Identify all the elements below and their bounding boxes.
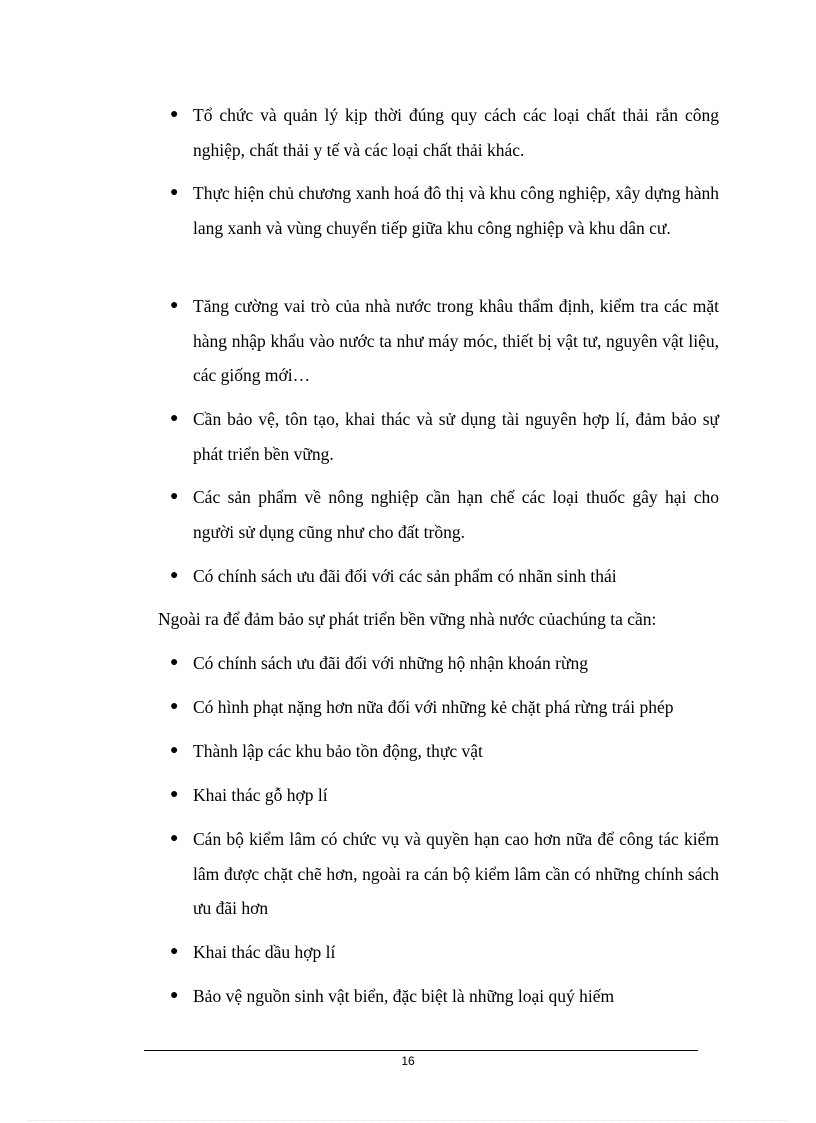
list-item-text: Có chính sách ưu đãi đối với các sản phẩm có nhãn sinh thái [193,566,617,586]
bullet-icon: ● [170,699,179,714]
list-item-text: Thực hiện chủ chương xanh hoá đô thị và khu công nghiệp, xây dựng hành lang xanh và vùng chuyển tiếp giữa khu công nghiệp và khu dân cư. [193,183,719,238]
page-bottom-border [28,1120,788,1121]
list-item-text: Có hình phạt nặng hơn nữa đối với những kẻ chặt phá rừng trái phép [193,697,674,717]
bullet-icon: ● [170,568,179,583]
list-item-text: Cần bảo vệ, tôn tạo, khai thác và sử dụng tài nguyên hợp lí, đảm bảo sự phát triển bền vững. [193,409,719,464]
footer-divider [144,1050,698,1051]
list-item [170,778,719,813]
list-item [170,822,719,926]
list-item-text: Có chính sách ưu đãi đối với những hộ nhận khoán rừng [193,653,588,673]
list-item-text: Khai thác gỗ hợp lí [193,785,328,805]
list-item [170,935,719,970]
list-item [170,690,719,725]
list-item [170,979,719,1014]
bullet-icon: ● [170,107,179,122]
list-item-text: Các sản phẩm về nông nghiệp cần hạn chế các loại thuốc gây hại cho người sử dụng cũng như cho đất trồng. [193,487,719,542]
bullet-icon: ● [170,787,179,802]
bullet-icon: ● [170,988,179,1003]
page-number: 16 [401,1054,415,1068]
bullet-icon: ● [170,298,179,313]
list-item-text: Thành lập các khu bảo tồn động, thực vật [193,741,483,761]
list-item [170,176,719,245]
intro-paragraph: Ngoài ra để đảm bảo sự phát triển bền vững nhà nước củachúng ta cần: [158,608,657,629]
list-item-text: Tổ chức và quản lý kịp thời đúng quy cách các loại chất thải rắn công nghiệp, chất thải y tế và các loại chất thải khác. [193,105,719,160]
list-item [170,480,719,549]
list-item [170,734,719,769]
list-item [170,646,719,681]
bullet-icon: ● [170,489,179,504]
bullet-icon: ● [170,831,179,846]
list-item [170,402,719,471]
bullet-icon: ● [170,185,179,200]
list-item [170,289,719,393]
list-item-text: Tăng cường vai trò của nhà nước trong khâu thẩm định, kiểm tra các mặt hàng nhập khẩu vào nước ta như máy móc, thiết bị vật tư, nguyên vật liệu, các giống mới… [193,296,719,385]
bullet-icon: ● [170,944,179,959]
bullet-icon: ● [170,655,179,670]
list-item-text: Khai thác dầu hợp lí [193,942,336,962]
bullet-icon: ● [170,743,179,758]
bullet-icon: ● [170,411,179,426]
list-item [170,559,719,594]
list-item-text: Bảo vệ nguồn sinh vật biển, đặc biệt là những loại quý hiếm [193,986,615,1006]
list-item [170,98,719,167]
list-item-text: Cán bộ kiểm lâm có chức vụ và quyền hạn cao hơn nữa để công tác kiểm lâm được chặt chẽ hơn, ngoài ra cán bộ kiểm lâm cần có những chính sách ưu đãi hơn [193,829,719,918]
